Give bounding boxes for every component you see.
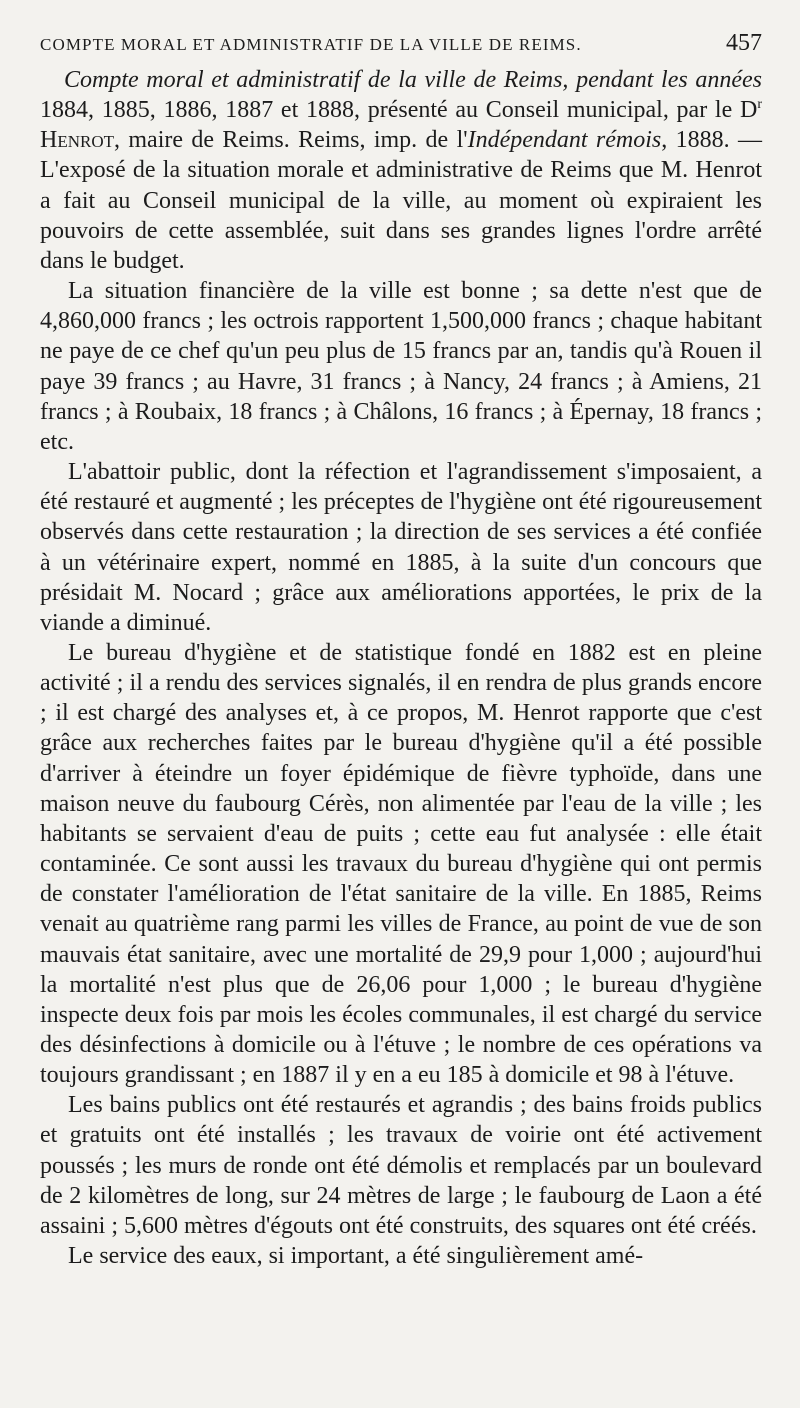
running-title: COMPTE MORAL ET ADMINISTRATIF DE LA VILLE DE REIMS. [40, 35, 582, 54]
entry-after-author: , maire de Reims. Reims, imp. de l' [114, 127, 468, 154]
entry-years: 1884, 1885, 1886, 1887 et 1888, présenté au Conseil municipal, par le D [40, 97, 758, 124]
entry-dr-superscript: r [757, 97, 762, 113]
entry-author: Henrot [40, 127, 114, 154]
bibliographic-entry [40, 65, 762, 276]
entry-title: Compte moral et administratif de la ville de Reims, pendant les années [64, 67, 762, 93]
paragraph-abattoir: L'abattoir public, dont la réfection et l'agrandissement s'imposaient, a été restauré et augmenté ; les préceptes de l'hygiène ont été rigoureusement observés dans cette restauration ; la direction de ses services a été confiée à un vétérinaire expert, nommé en 1885, à la suite d'un concours que présidait M. Nocard ; grâce aux améliorations apportées, le prix de la viande a diminué. [40, 459, 763, 636]
paragraph-finances: La situation financière de la ville est bonne ; sa dette n'est que de 4,860,000 francs ; les octrois rapportent 1,500,000 francs ; chaque habitant ne paye de ce chef qu'un peu plus de 15 francs par an, tandis qu'à Rouen il paye 39 francs ; au Havre, 31 francs ; à Nancy, 24 francs ; à Amiens, 21 francs ; à Roubaix, 18 francs ; à Châlons, 16 francs ; à Épernay, 18 francs ; etc. [40, 278, 762, 455]
paragraph-bureau-hygiene: Le bureau d'hygiène et de statistique fondé en 1882 est en pleine activité ; il a rendu des services signalés, il en rendra de plus grands encore ; il est chargé des analyses et, à ce propos, M. Henrot rapporte que c'est grâce aux recherches faites par le bureau d'hygiène qu'il a été possible d'arriver à éteindre un foyer épidémique de fièvre typhoïde, dans une maison neuve du faubourg Cérès, non alimentée par l'eau de la ville ; les habitants se servaient d'eau de puits ; cette eau fut analysée : elle était contaminée. Ce sont aussi les travaux du bureau d'hygiène qui ont permis de constater l'amélioration de l'état sanitaire de la ville. En 1885, Reims venait au quatrième rang parmi les villes de France, au point de vue de son mauvais état sanitaire, avec une mortalité de 29,9 pour 1,000 ; aujourd'hui la mortalité n'est plus que de 26,06 pour 1,000 ; le bureau d'hygiène inspecte deux fois par mois les écoles communales, il est chargé du service des désinfections à domicile ou à l'étuve ; le nombre de ces opérations va toujours grandissant ; en 1887 il y en a eu 185 à domicile et 98 à l'étuve. [40, 639, 762, 1089]
entry-publisher: Indépendant rémois [467, 127, 662, 154]
paragraph-service-eaux: Le service des eaux, si important, a été singulièrement amé- [68, 1243, 644, 1270]
entry-summary: , 1888. — L'exposé de la situation morale et administrative de Reims que M. Henrot a fait au Conseil municipal de la ville, au moment où expiraient les pouvoirs de cette assemblée, suit dans ses grandes lignes l'ordre arrêté dans le budget. [40, 127, 763, 274]
page-number: 457 [726, 30, 762, 56]
running-header [40, 30, 762, 57]
paragraph-bains-publics: Les bains publics ont été restaurés et agrandis ; des bains froids publics et gratuits ont été installés ; les travaux de voirie ont été activement poussés ; les murs de ronde ont été démolis et remplacés par un boulevard de 2 kilomètres de long, sur 24 mètres de large ; le faubourg de Laon a été assaini ; 5,600 mètres d'égouts ont été construits, des squares ont été créés. [40, 1092, 762, 1239]
page [40, 30, 762, 1271]
